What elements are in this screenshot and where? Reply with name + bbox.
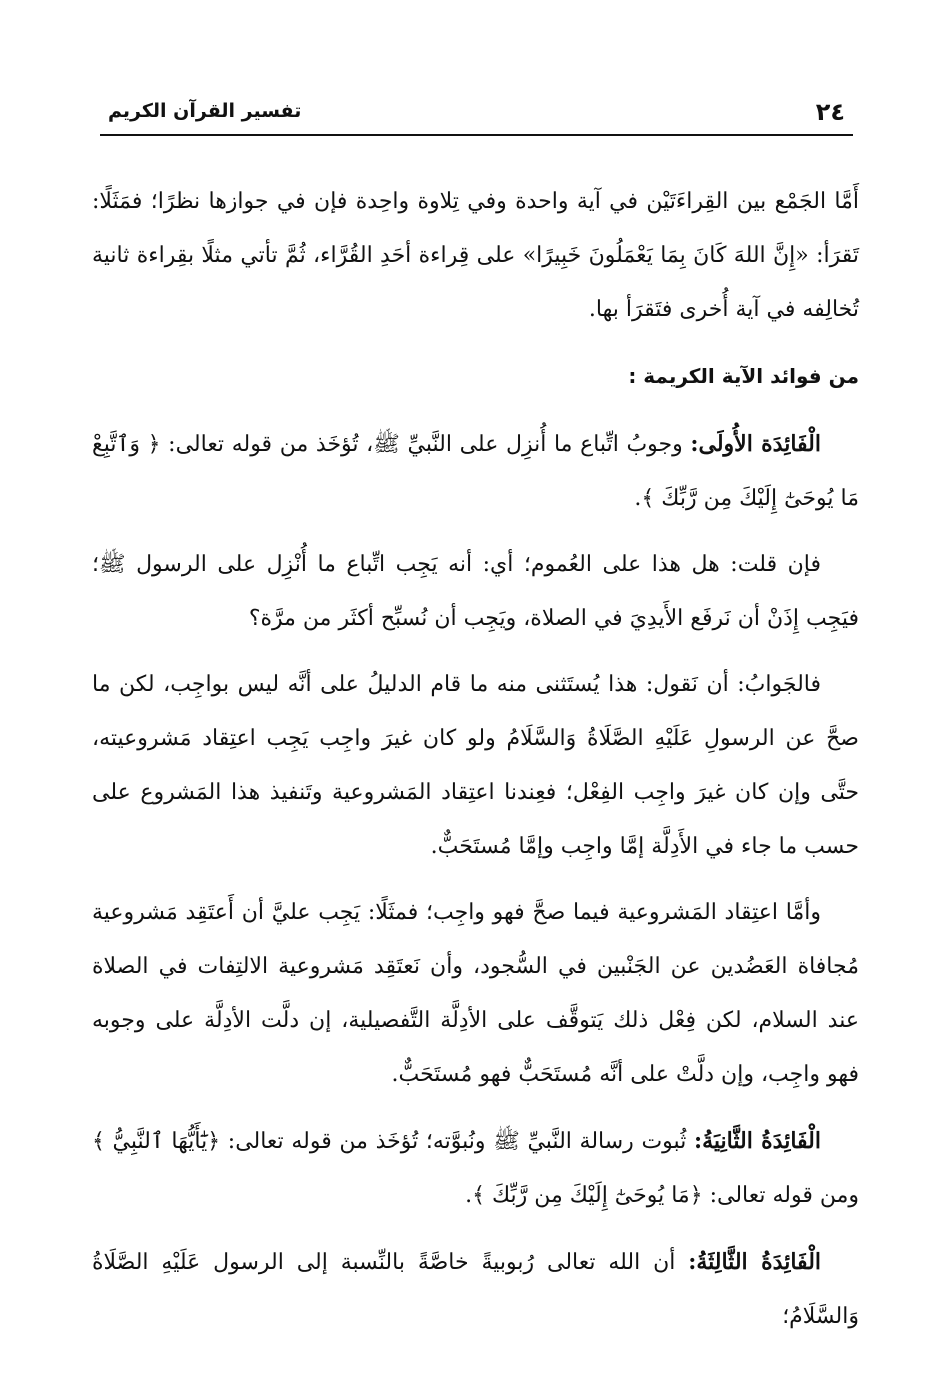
paragraph-qiraat: أَمَّا الجَمْع بين القِراءَتَيْن في آية واحدة وفي تِلاوة واحِدة فإن في جوازها نظرًا؛ فمَثَلًا: تَقرَأ: «إِنَّ اللهَ كَانَ بِمَا يَعْمَلُونَ خَبِيرًا» على قِراءة أحَدِ القُرَّاء، ثُمَّ تأتي مثلًا بقِراءة ثانية تُخالِفه في آية أُخرى فتَقرَأ بها. (92, 189, 859, 322)
page-body (92, 175, 859, 1356)
benefit-3-text: أن الله تعالى رُبوبيةً خاصَّةً بالنِّسبة إلى الرسول عَلَيْهِ الصَّلَاةُ وَالسَّلَامُ؛ (92, 1250, 859, 1329)
page-header (100, 94, 853, 136)
paragraph-benefit-3 (92, 1235, 859, 1344)
benefit-2-term: الْفَائِدَةُ الثَّانِيَةُ: (693, 1128, 821, 1154)
paragraph-question: فإن قلت: هل هذا على العُموم؛ أي: أنه يَجِب اتِّباع ما أُنْزِل على الرسول ﷺ؛ فيَجِب إِذَنْ أن نَرفَع الأَيدِيَ في الصلاة، ويَجِب أن نُسبِّح أكثَر من مرَّة؟ (92, 552, 859, 631)
paragraph-belief: وأمَّا اعتِقاد المَشروعية فيما صحَّ فهو واجِب؛ فمثَلًا: يَجِب عليَّ أن أَعتَقِد مَشروعية مُجافاة العَضُدين عن الجَنْبين في السُّجود، وأن نَعتَقِد مَشروعية الالتِفات في الصلاة عند السلام، لكن فِعْل ذلك يَتوقَّف على الأدِلَّة التَّفصيلية، إن دلَّت الأدِلَّة على وجوبه فهو واجِب، وإن دلَّتْ على أنَّه مُستَحَبٌّ فهو مُستَحَبٌّ. (92, 900, 860, 1087)
benefit-3-term: الْفَائِدَةُ الثَّالِثَةُ: (688, 1249, 822, 1275)
benefit-1-text: وجوبُ اتِّباع ما أُنزِل على النَّبيِّ ﷺ، تُؤخَذ من قوله تعالى: ﴿ وَٱتَّبِعْ مَا يُوحَىٰٓ إِلَيْكَ مِن رَّبِّكَ ﴾. (92, 432, 859, 511)
running-title: تفسير القرآن الكريم (108, 100, 302, 122)
benefit-1-term: الْفَائِدَة الأُولَى: (690, 431, 821, 457)
page-number: ٢٤ (815, 98, 845, 126)
section-heading-benefits: من فوائد الآية الكريمة : (628, 364, 859, 388)
paragraph-benefit-2 (92, 1114, 859, 1223)
benefit-2-text: ثُبوت رسالة النَّبيِّ ﷺ ونُبوَّته؛ تُؤخَذ من قوله تعالى: ﴿يَٰٓأَيُّهَا ٱلنَّبِيُّ ﴾ ومن قوله تعالى: ﴿مَا يُوحَىٰٓ إِلَيْكَ مِن رَّبِّكَ ﴾. (92, 1129, 859, 1208)
paragraph-answer: فالجَوابُ: أن نَقول: هذا يُستَثنى منه ما قام الدليلُ على أنَّه ليس بواجِب، لكن ما صحَّ عن الرسولِ عَلَيْهِ الصَّلَاةُ وَالسَّلَامُ ولو كان غيرَ واجِب يَجِب اعتِقاد مَشروعيته، حتَّى وإن كان غيرَ واجِب الفِعْل؛ فعِندنا اعتِقاد المَشروعية وتَنفيذ هذا المَشروع على حسب ما جاء في الأَدِلَّة إمَّا واجِب وإمَّا مُستَحَبٌّ. (92, 672, 859, 859)
paragraph-benefit-1 (92, 417, 859, 526)
